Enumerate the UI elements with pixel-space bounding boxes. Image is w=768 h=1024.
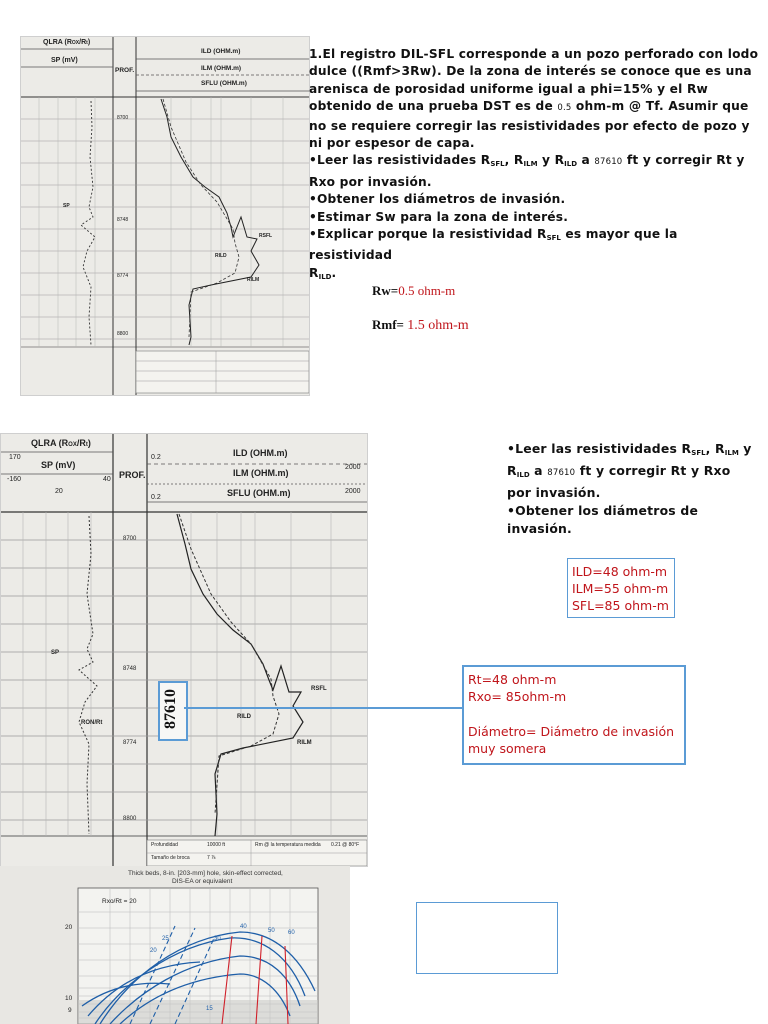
chart-ytick-10: 10 bbox=[65, 995, 73, 1002]
log2-footer-rm: Rm @ la temperatura medida bbox=[255, 842, 321, 848]
empty-answer-box bbox=[416, 902, 558, 974]
reading-ild: ILD=48 ohm-m bbox=[572, 564, 668, 579]
instr-line-5: invasión. bbox=[507, 521, 572, 536]
log-prof-header: PROF. bbox=[115, 67, 135, 74]
chart-curve-label-30: 30 bbox=[214, 936, 221, 942]
log2-sp-header: SP (mV) bbox=[41, 460, 76, 470]
log2-footer-label-2: Tamaño de broca bbox=[151, 855, 190, 861]
log-sp-header: SP (mV) bbox=[51, 57, 78, 64]
log2-sp-min: -160 bbox=[7, 476, 22, 483]
reading-sfl: SFL=85 ohm-m bbox=[572, 598, 669, 613]
instr-line-4: •Obtener los diámetros de bbox=[507, 503, 699, 518]
log2-sfl-curve-label: RSFL bbox=[311, 686, 327, 692]
rmf-value: 1.5 ohm-m bbox=[407, 318, 469, 333]
log2-ilm-header: ILM (OHM.m) bbox=[233, 468, 289, 478]
problem-line-4: obtenido de una prueba DST es de 0.5 ohm-m @ Tf. Asumir que bbox=[309, 99, 749, 114]
log-ild-header: ILD (OHM.m) bbox=[201, 48, 241, 55]
log-depth-8800: 8800 bbox=[117, 331, 129, 337]
log2-footer-val-1: 10000 ft bbox=[207, 842, 226, 848]
log-depth-8700: 8700 bbox=[117, 115, 129, 121]
invasion-chart-graphic bbox=[0, 866, 350, 1024]
log2-footer-rm-val: 0.21 @ 80°F bbox=[331, 842, 360, 848]
log-ilm-curve-label: RILM bbox=[247, 277, 260, 283]
instr-line-2: RILD a 87610 ft y corregir Rt y Rxo bbox=[507, 463, 731, 479]
problem-line-2: dulce ((Rmf>3Rw). De la zona de interés se conoce que es una bbox=[309, 64, 752, 79]
invasion-chart-photo bbox=[0, 866, 350, 1024]
depth-marker-label: 87610 bbox=[162, 689, 179, 729]
results-box bbox=[462, 665, 686, 765]
log2-depth-8774: 8774 bbox=[123, 740, 137, 746]
log2-scale-min-2: 0.2 bbox=[151, 494, 161, 501]
problem-bullet-4: •Explicar porque la resistividad RSFL es mayor que la resistividad bbox=[309, 227, 678, 263]
log2-prof-header: PROF. bbox=[119, 470, 146, 480]
rmf-value-line bbox=[372, 317, 469, 334]
chart-ytick-9: 9 bbox=[68, 1007, 72, 1014]
problem-line-6: ni por espesor de capa. bbox=[309, 136, 475, 151]
log2-scale-max-2: 2000 bbox=[345, 488, 361, 495]
log2-depth-8748: 8748 bbox=[123, 666, 137, 672]
problem-statement bbox=[309, 46, 765, 286]
chart-caption-2: DIS-EA or equivalent bbox=[172, 878, 233, 885]
chart-curve-label-15: 15 bbox=[206, 1006, 213, 1012]
chart-caption-1: Thick beds, 8-in. [203-mm] hole, skin-effect corrected, bbox=[128, 870, 283, 877]
result-diameter: Diámetro= Diámetro de invasión bbox=[468, 724, 675, 739]
chart-curve-label-40: 40 bbox=[240, 924, 247, 930]
log2-footer-val-2: 7 ⅞ bbox=[207, 855, 216, 861]
log-depth-8774: 8774 bbox=[117, 273, 129, 279]
problem-line-5: no se requiere corregir las resistividades por efecto de pozo y bbox=[309, 118, 750, 133]
result-rxo: Rxo= 85ohm-m bbox=[468, 689, 567, 704]
log-sp-curve-label: SP bbox=[63, 203, 70, 209]
result-rt: Rt=48 ohm-m bbox=[468, 672, 557, 687]
instructions-block bbox=[507, 440, 765, 538]
well-log-graphic-1 bbox=[21, 37, 309, 395]
log2-footer-label-1: Profundidad bbox=[151, 842, 178, 848]
reading-ilm: ILM=55 ohm-m bbox=[572, 581, 669, 596]
rw-value-line bbox=[372, 283, 455, 299]
log2-ratio-curve-label: RON/Rt bbox=[81, 720, 103, 726]
readings-box bbox=[567, 558, 675, 618]
log2-scale-max-1: 2000 bbox=[345, 464, 361, 471]
log-ilm-header: ILM (OHM.m) bbox=[201, 65, 242, 72]
chart-curve-label-60: 60 bbox=[288, 930, 295, 936]
problem-line-3: arenisca de porosidad uniforme igual a phi=15% y el Rw bbox=[309, 81, 708, 96]
log2-qlra-170: 170 bbox=[9, 454, 21, 461]
log2-sp-scale: 20 bbox=[55, 488, 63, 495]
log-sflu-header: SFLU (OHM.m) bbox=[201, 80, 247, 87]
problem-bullet-4-cont: RILD. bbox=[309, 265, 337, 281]
instr-line-3: por invasión. bbox=[507, 485, 601, 500]
chart-curve-label-25: 25 bbox=[162, 936, 169, 942]
rmf-label: Rmf= bbox=[372, 317, 408, 332]
log-qlra-header: QLRA (ROX/Rt) bbox=[43, 39, 91, 46]
problem-line-1: 1.El registro DIL-SFL corresponde a un pozo perforado con lodo bbox=[309, 47, 759, 61]
problem-bullet-1: •Leer las resistividades RSFL, RILM y RILD a 87610 ft y corregir Rt y bbox=[309, 153, 745, 169]
rw-value: 0.5 ohm-m bbox=[398, 283, 456, 298]
problem-bullet-3: •Estimar Sw para la zona de interés. bbox=[309, 209, 569, 224]
problem-bullet-1-cont: Rxo por invasión. bbox=[309, 174, 432, 189]
rw-label: Rw= bbox=[372, 283, 399, 298]
depth-connector-line bbox=[184, 707, 462, 709]
well-log-photo-1 bbox=[20, 36, 310, 396]
result-diameter-cont: muy somera bbox=[468, 741, 547, 756]
log2-ilm-curve-label: RILM bbox=[297, 740, 312, 746]
log2-sflu-header: SFLU (OHM.m) bbox=[227, 488, 291, 498]
log2-scale-min-1: 0.2 bbox=[151, 454, 161, 461]
log2-sp-max: 40 bbox=[103, 476, 111, 483]
instr-line-1: •Leer las resistividades RSFL, RILM y bbox=[507, 441, 752, 457]
log-ild-curve-label: RILD bbox=[215, 253, 227, 259]
log2-depth-8800: 8800 bbox=[123, 816, 137, 822]
well-log-photo-2 bbox=[0, 433, 368, 867]
chart-curve-label-50: 50 bbox=[268, 928, 275, 934]
chart-ratio-label: Rxo/Rt = 20 bbox=[102, 898, 137, 905]
chart-ytick-20: 20 bbox=[65, 924, 73, 931]
log2-qlra-header: QLRA (ROX/Rt) bbox=[31, 438, 91, 448]
log2-ild-header: ILD (OHM.m) bbox=[233, 448, 288, 458]
log-depth-8748: 8748 bbox=[117, 217, 129, 223]
problem-bullet-2: •Obtener los diámetros de invasión. bbox=[309, 192, 566, 207]
chart-curve-label-20: 20 bbox=[150, 948, 157, 954]
log2-ild-curve-label: RILD bbox=[237, 714, 251, 720]
log-sfl-curve-label: RSFL bbox=[259, 233, 273, 239]
log2-depth-8700: 8700 bbox=[123, 536, 137, 542]
log2-sp-curve-label: SP bbox=[51, 650, 60, 656]
